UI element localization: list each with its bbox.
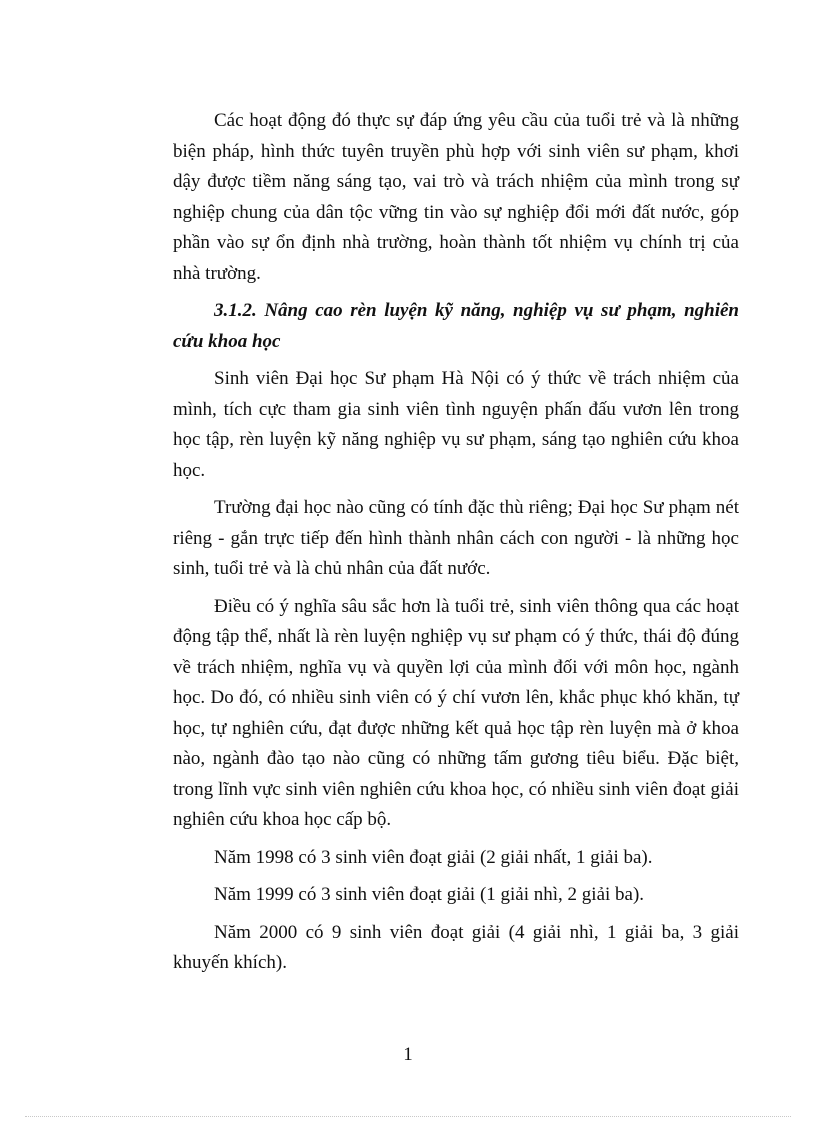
paragraph: Điều có ý nghĩa sâu sắc hơn là tuổi trẻ, sinh viên thông qua các hoạt động tập thể, nhất là rèn luyện nghiệp vụ sư phạm có ý thức, thái độ đúng về trách nhiệm, nghĩa vụ và quyền lợi của mình đối với môn học, ngành học. Do đó, có nhiều sinh viên có ý chí vươn lên, khắc phục khó khăn, tự học, tự nghiên cứu, đạt được những kết quả học tập rèn luyện mà ở khoa nào, ngành đào tạo nào cũng có những tấm gương tiêu biểu. Đặc biệt, trong lĩnh vực sinh viên nghiên cứu khoa học, có nhiều sinh viên đoạt giải nghiên cứu khoa học cấp bộ. [173, 595, 739, 830]
paragraph: Năm 1998 có 3 sinh viên đoạt giải (2 giải nhất, 1 giải ba). [214, 846, 653, 868]
paragraph: Năm 2000 có 9 sinh viên đoạt giải (4 giải nhì, 1 giải ba, 3 giải khuyến khích). [173, 921, 739, 973]
page-bottom-divider [25, 1116, 791, 1117]
paragraph: Sinh viên Đại học Sư phạm Hà Nội có ý thức về trách nhiệm của mình, tích cực tham gia sinh viên tình nguyện phấn đấu vươn lên trong học tập, rèn luyện kỹ năng nghiệp vụ sư phạm, sáng tạo nghiên cứu khoa học. [173, 368, 739, 481]
section-heading: 3.1.2. Nâng cao rèn luyện kỹ năng, nghiệp vụ sư phạm, nghiên cứu khoa học [173, 300, 739, 352]
paragraph: Trường đại học nào cũng có tính đặc thù riêng; Đại học Sư phạm nét riêng - gắn trực tiếp đến hình thành nhân cách con người - là những học sinh, tuổi trẻ và là chủ nhân của đất nước. [173, 497, 739, 579]
paragraph: Các hoạt động đó thực sự đáp ứng yêu cầu của tuổi trẻ và là những biện pháp, hình thức tuyên truyền phù hợp với sinh viên sư phạm, khơi dậy được tiềm năng sáng tạo, vai trò và trách nhiệm của mình trong sự nghiệp chung của dân tộc vững tin vào sự nghiệp đổi mới đất nước, góp phần vào sự ổn định nhà trường, hoàn thành tốt nhiệm vụ chính trị của nhà trường. [173, 110, 739, 284]
page-body [173, 106, 739, 986]
page-number: 1 [403, 1044, 413, 1065]
paragraph: Năm 1999 có 3 sinh viên đoạt giải (1 giải nhì, 2 giải ba). [214, 884, 645, 905]
